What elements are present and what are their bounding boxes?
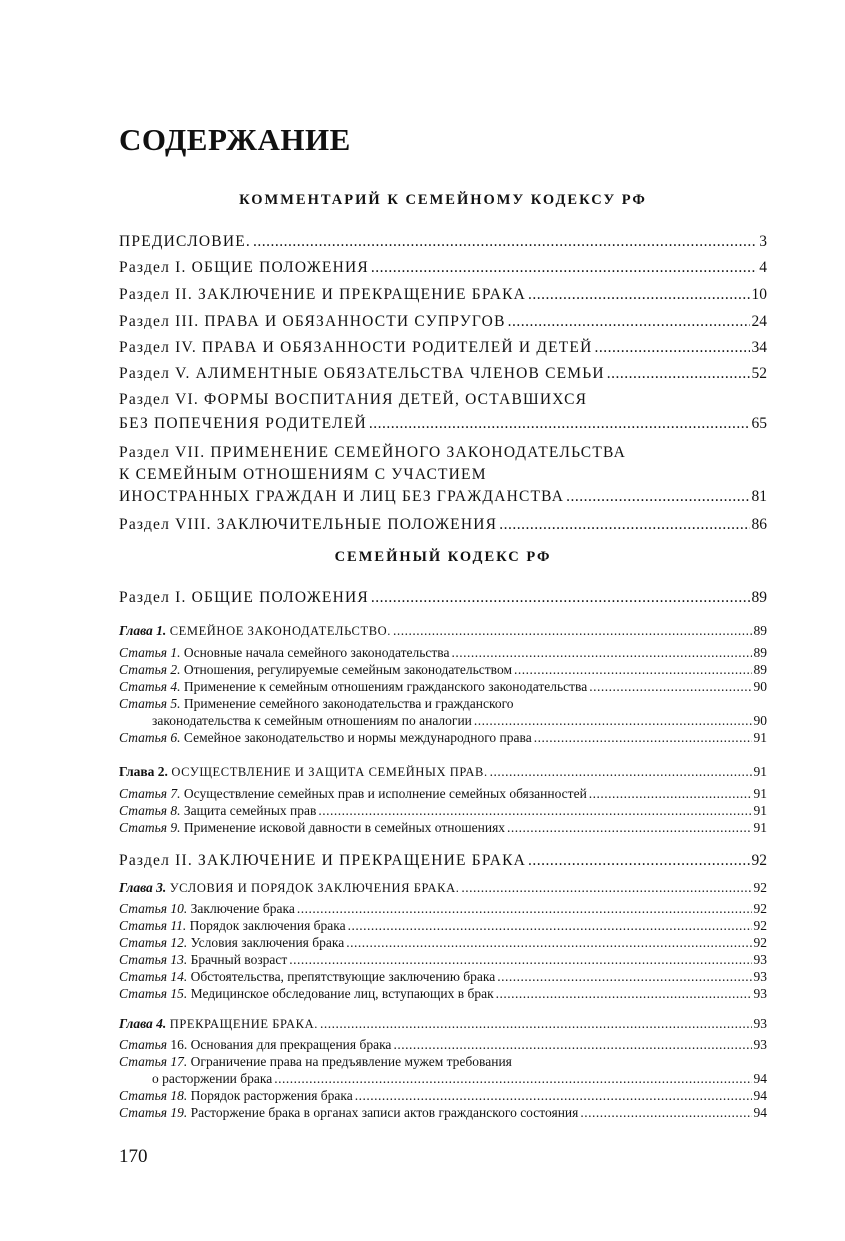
article-number: Статья 17. — [119, 1054, 188, 1069]
article-number: Статья 13. — [119, 952, 188, 967]
toc-entry-page: 4 — [759, 259, 767, 276]
part2-section2 — [119, 852, 767, 870]
toc-entry-page: 92 — [751, 852, 767, 869]
article-entry[interactable] — [119, 952, 767, 969]
toc-entry-label-line2: БЕЗ ПОПЕЧЕНИЯ РОДИТЕЛЕЙ — [119, 415, 367, 432]
article-title: Основные начала семейного законодательства — [183, 645, 450, 660]
toc-entry-page: 94 — [753, 1088, 767, 1103]
article-number: Статья 2. — [119, 662, 181, 677]
toc-entry-page: 92 — [753, 935, 767, 950]
article-entry-17[interactable] — [119, 1054, 767, 1088]
dot-leader — [369, 415, 750, 433]
article-number: Статья 8. — [119, 803, 181, 818]
article-title-line2: о расторжении брака — [152, 1071, 273, 1086]
article-title: Применение исковой давности в семейных отношениях — [183, 820, 506, 835]
toc-entry[interactable] — [119, 233, 767, 259]
article-number: Статья 18. — [119, 1088, 188, 1103]
article-entry[interactable] — [119, 820, 767, 837]
article-entry[interactable] — [119, 786, 767, 803]
article-title: Условия заключения брака — [190, 935, 345, 950]
article-number: Статья 9. — [119, 820, 181, 835]
article-number: Статья 7. — [119, 786, 181, 801]
toc-entry-label: Раздел III. ПРАВА И ОБЯЗАННОСТИ СУПРУГОВ — [119, 313, 506, 330]
article-title: Отношения, регулируемые семейным законодательством — [183, 662, 512, 677]
article-title: Применение к семейным отношениям гражданского законодательства — [183, 679, 588, 694]
article-entry[interactable] — [119, 918, 767, 935]
toc-entry-label: Раздел I. ОБЩИЕ ПОЛОЖЕНИЯ — [119, 259, 369, 276]
dot-leader — [589, 786, 752, 802]
toc-entry-page: 89 — [753, 662, 767, 677]
part2-toc — [119, 589, 767, 607]
dot-leader — [461, 880, 751, 896]
toc-entry-page: 92 — [753, 901, 767, 916]
article-entry[interactable] — [119, 803, 767, 820]
toc-entry-page: 93 — [753, 1016, 767, 1031]
article-title: Медицинское обследование лиц, вступающих в брак — [190, 986, 494, 1001]
toc-entry-page: 91 — [753, 764, 767, 779]
dot-leader — [528, 286, 749, 304]
chapter4 — [119, 1016, 767, 1122]
toc-entry-label: ПРЕДИСЛОВИЕ. — [119, 233, 251, 250]
dot-leader — [320, 1016, 752, 1032]
article-number: Статья 4. — [119, 679, 181, 694]
dot-leader — [580, 1105, 751, 1121]
toc-entry-page: 91 — [753, 730, 767, 745]
dot-leader — [514, 662, 752, 678]
article-entry[interactable] — [119, 901, 767, 918]
toc-entry[interactable] — [119, 313, 767, 339]
toc-entry-line2 — [119, 415, 767, 433]
toc-entry-label: Раздел II. ЗАКЛЮЧЕНИЕ И ПРЕКРАЩЕНИЕ БРАКА — [119, 852, 527, 869]
toc-entry[interactable] — [119, 852, 767, 870]
toc-entry-page: 91 — [753, 803, 767, 818]
dot-leader — [607, 365, 750, 383]
toc-entry-page: 91 — [753, 786, 767, 801]
toc-entry-line3 — [119, 488, 767, 506]
toc-entry-page: 91 — [753, 820, 767, 835]
article-entry[interactable] — [119, 730, 767, 747]
article-entry[interactable] — [119, 1105, 767, 1122]
article-entry[interactable] — [119, 679, 767, 696]
page-title: СОДЕРЖАНИЕ — [119, 122, 351, 157]
dot-leader — [371, 589, 750, 607]
toc-entry-page: 24 — [751, 313, 767, 330]
chapter-entry[interactable] — [119, 764, 767, 786]
chapter-title: УСЛОВИЯ И ПОРЯДОК ЗАКЛЮЧЕНИЯ БРАКА. — [169, 881, 460, 895]
dot-leader — [496, 986, 752, 1002]
dot-leader — [497, 969, 751, 985]
toc-entry[interactable] — [119, 286, 767, 313]
dot-leader — [528, 852, 749, 870]
chapter2 — [119, 764, 767, 837]
toc-entry-page: 3 — [759, 233, 767, 250]
chapter-entry[interactable] — [119, 880, 767, 901]
toc-entry-label-line2: К СЕМЕЙНЫМ ОТНОШЕНИЯМ С УЧАСТИЕМ — [119, 466, 487, 483]
toc-entry[interactable] — [119, 339, 767, 365]
article-number: Статья 1. — [119, 645, 181, 660]
article-number: Статья 11. — [119, 918, 187, 933]
chapter-number: Глава 1. — [119, 623, 167, 638]
chapter-entry[interactable] — [119, 623, 767, 645]
article-entry[interactable] — [119, 1088, 767, 1105]
toc-entry[interactable] — [119, 365, 767, 391]
toc-entry-page: 92 — [753, 918, 767, 933]
article-title: 16. Основания для прекращения брака — [170, 1037, 392, 1052]
toc-entry-page: 65 — [751, 415, 767, 432]
dot-leader — [393, 623, 752, 639]
toc-entry-page: 93 — [753, 1037, 767, 1052]
part2-heading: СЕМЕЙНЫЙ КОДЕКС РФ — [334, 549, 552, 565]
article-title: Защита семейных прав — [183, 803, 317, 818]
toc-entry-page: 34 — [751, 339, 767, 356]
toc-entry-page: 10 — [751, 286, 767, 303]
article-title: Порядок расторжения брака — [190, 1088, 353, 1103]
toc-entry-label-line1: Раздел VII. ПРИМЕНЕНИЕ СЕМЕЙНОГО ЗАКОНОДАТЕЛЬСТВА — [119, 444, 626, 461]
toc-entry[interactable] — [119, 589, 767, 607]
article-entry[interactable] — [119, 662, 767, 679]
chapter3 — [119, 880, 767, 1003]
chapter-number: Глава 4. — [119, 1016, 167, 1031]
article-title-line1: Ограничение права на предъявление мужем требования — [190, 1054, 512, 1069]
chapter-title: ОСУЩЕСТВЛЕНИЕ И ЗАЩИТА СЕМЕЙНЫХ ПРАВ. — [171, 765, 488, 779]
toc-entry-page: 89 — [753, 623, 767, 638]
article-title: Заключение брака — [190, 901, 295, 916]
dot-leader — [589, 679, 751, 695]
toc-entry-page: 89 — [751, 589, 767, 606]
chapter-number: Глава 2. — [119, 764, 168, 779]
chapter-entry[interactable] — [119, 1016, 767, 1037]
article-number: Статья 15. — [119, 986, 188, 1001]
dot-leader — [393, 1037, 751, 1053]
dot-leader — [595, 339, 750, 357]
toc-entry-label: Раздел I. ОБЩИЕ ПОЛОЖЕНИЯ — [119, 589, 369, 606]
dot-leader — [297, 901, 752, 917]
dot-leader — [507, 820, 751, 836]
dot-leader — [451, 645, 751, 661]
toc-entry-page: 86 — [751, 516, 767, 533]
article-number: Статья 12. — [119, 935, 188, 950]
toc-entry-page: 93 — [753, 986, 767, 1001]
chapter-title: ПРЕКРАЩЕНИЕ БРАКА. — [169, 1017, 318, 1031]
toc-entry-page: 90 — [753, 713, 767, 728]
toc-entry-label: Раздел V. АЛИМЕНТНЫЕ ОБЯЗАТЕЛЬСТВА ЧЛЕНОВ СЕМЬИ — [119, 365, 605, 382]
article-entry[interactable] — [119, 645, 767, 662]
article-number: Статья — [119, 1037, 168, 1052]
article-title-line2: законодательства к семейным отношениям по аналогии — [152, 713, 472, 728]
article-number: Статья 5. — [119, 696, 181, 711]
article-number: Статья 19. — [119, 1105, 188, 1120]
dot-leader — [490, 764, 752, 780]
article-entry[interactable] — [119, 935, 767, 952]
toc-entry[interactable] — [119, 259, 767, 286]
toc-entry-page: 90 — [753, 679, 767, 694]
dot-leader — [346, 935, 751, 951]
article-title: Брачный возраст — [190, 952, 288, 967]
article-title: Обстоятельства, препятствующие заключению брака — [190, 969, 496, 984]
article-entry[interactable] — [119, 986, 767, 1003]
dot-leader — [318, 803, 751, 819]
dot-leader — [355, 1088, 752, 1104]
toc-entry-page: 89 — [753, 645, 767, 660]
article-number: Статья 14. — [119, 969, 188, 984]
toc-entry-page: 81 — [751, 488, 767, 505]
article-title: Порядок заключения брака — [189, 918, 346, 933]
toc-entry-label: Раздел II. ЗАКЛЮЧЕНИЕ И ПРЕКРАЩЕНИЕ БРАКА — [119, 286, 527, 303]
toc-entry-label: Раздел IV. ПРАВА И ОБЯЗАННОСТИ РОДИТЕЛЕЙ И ДЕТЕЙ — [119, 339, 593, 356]
dot-leader — [474, 713, 752, 729]
article-number: Статья 10. — [119, 901, 188, 916]
toc-entry-label-line3: ИНОСТРАННЫХ ГРАЖДАН И ЛИЦ БЕЗ ГРАЖДАНСТВА — [119, 488, 565, 505]
dot-leader — [274, 1071, 751, 1087]
dot-leader — [534, 730, 752, 746]
dot-leader — [499, 516, 749, 534]
toc-entry-page: 94 — [753, 1105, 767, 1120]
dot-leader — [371, 259, 757, 277]
toc-entry-page: 52 — [751, 365, 767, 382]
page-number: 170 — [119, 1146, 148, 1167]
article-entry[interactable] — [119, 1037, 767, 1054]
dot-leader — [253, 233, 757, 251]
dot-leader — [289, 952, 751, 968]
article-title: Семейное законодательство и нормы международного права — [183, 730, 532, 745]
dot-leader — [508, 313, 750, 331]
chapter1 — [119, 623, 767, 747]
chapter-title: СЕМЕЙНОЕ ЗАКОНОДАТЕЛЬСТВО. — [169, 624, 391, 638]
article-title: Расторжение брака в органах записи актов гражданского состояния — [190, 1105, 579, 1120]
toc-entry-label: Раздел VIII. ЗАКЛЮЧИТЕЛЬНЫЕ ПОЛОЖЕНИЯ — [119, 516, 498, 533]
article-entry-5[interactable] — [119, 696, 767, 730]
chapter-number: Глава 3. — [119, 880, 167, 895]
toc-entry-section7[interactable] — [119, 444, 767, 516]
article-entry[interactable] — [119, 969, 767, 986]
article-number: Статья 6. — [119, 730, 181, 745]
toc-entry-page: 93 — [753, 952, 767, 967]
toc-entry-page: 94 — [753, 1071, 767, 1086]
dot-leader — [348, 918, 752, 934]
toc-entry-page: 92 — [753, 880, 767, 895]
part1-toc — [119, 233, 767, 542]
article-title-line1: Применение семейного законодательства и гражданского — [183, 696, 514, 711]
toc-entry-section6[interactable] — [119, 391, 767, 441]
toc-entry-page: 93 — [753, 969, 767, 984]
article-title: Осуществление семейных прав и исполнение семейных обязанностей — [183, 786, 587, 801]
toc-entry[interactable] — [119, 516, 767, 542]
part1-heading: КОММЕНТАРИЙ К СЕМЕЙНОМУ КОДЕКСУ РФ — [239, 192, 647, 208]
toc-entry-label-line1: Раздел VI. ФОРМЫ ВОСПИТАНИЯ ДЕТЕЙ, ОСТАВШИХСЯ — [119, 391, 588, 408]
dot-leader — [566, 488, 749, 506]
